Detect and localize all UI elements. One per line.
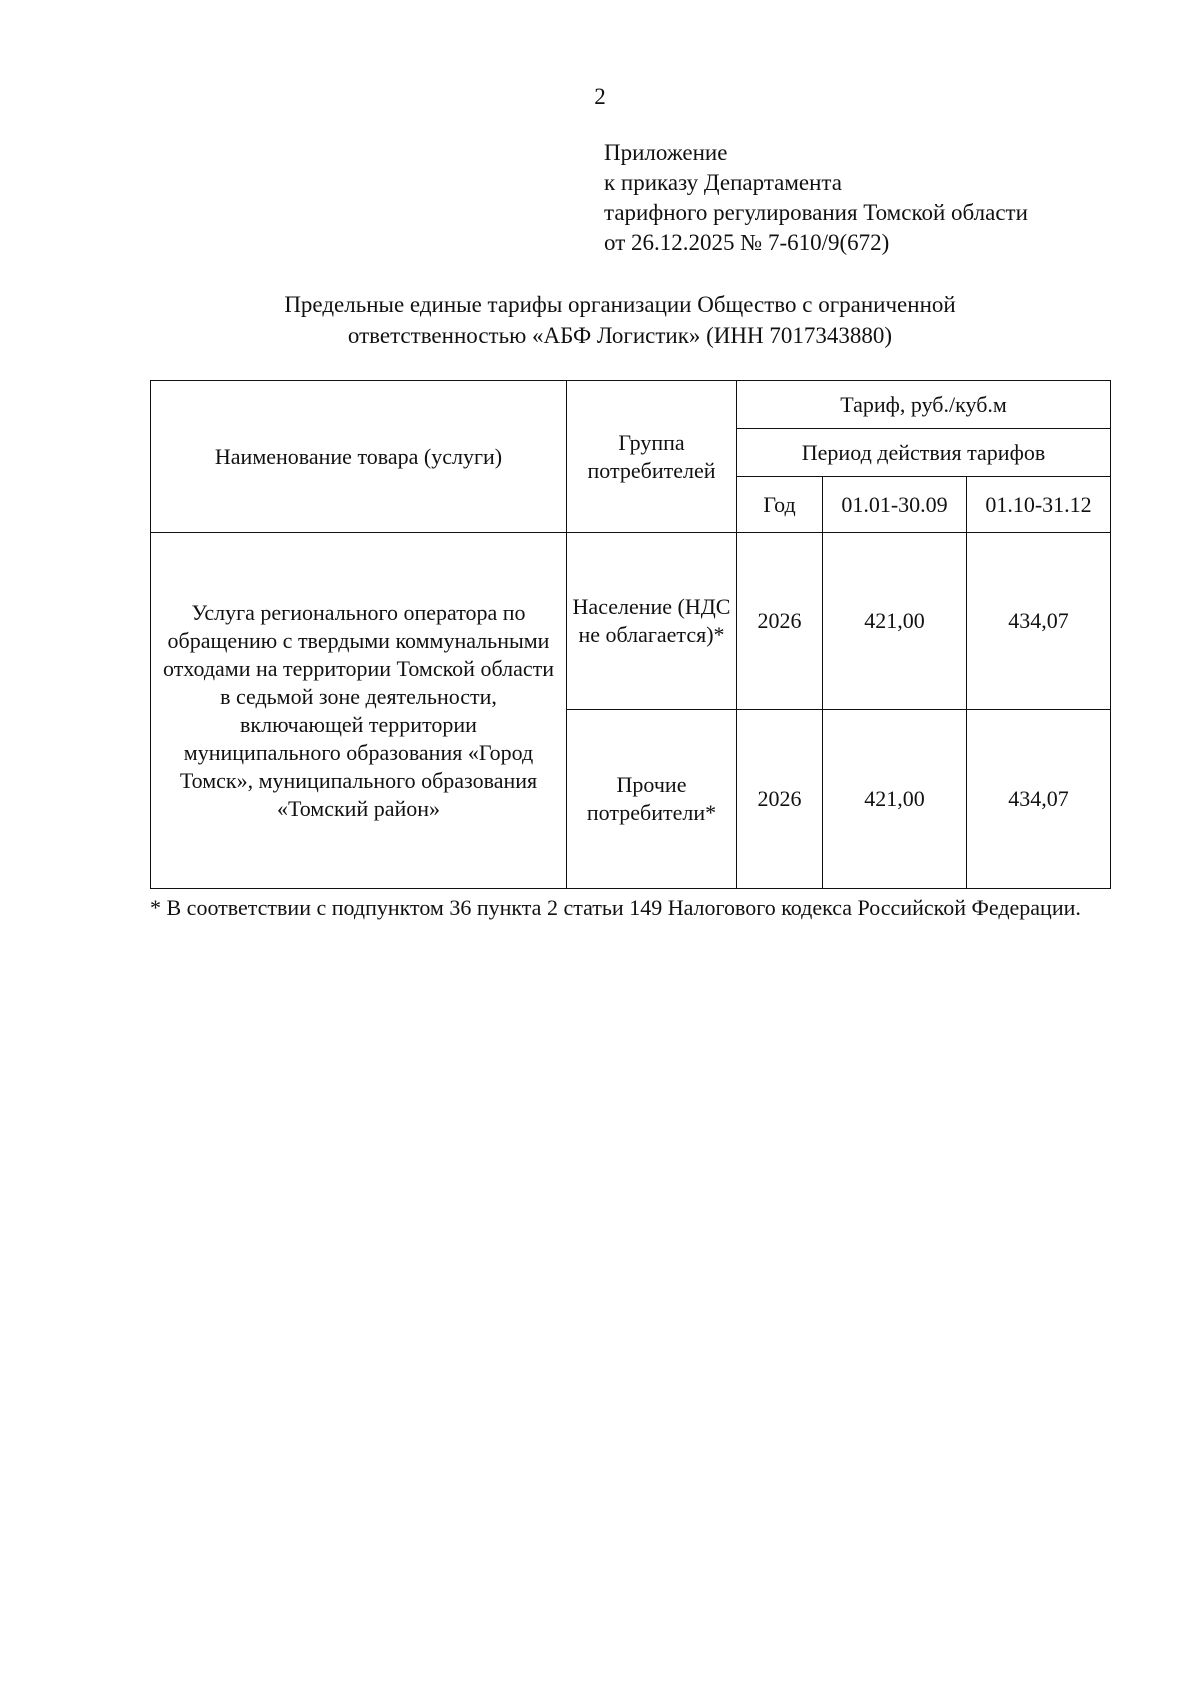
tariff-period-2-cell: 434,07 bbox=[967, 710, 1111, 889]
header-period-2: 01.10-31.12 bbox=[967, 477, 1111, 533]
tariff-period-1-cell: 421,00 bbox=[823, 533, 967, 710]
table-header-row bbox=[151, 381, 1111, 429]
year-cell: 2026 bbox=[737, 710, 823, 889]
tariff-table bbox=[150, 380, 1111, 889]
appendix-line-3: тарифного регулирования Томской области bbox=[604, 200, 1028, 225]
header-period: Период действия тарифов bbox=[737, 429, 1111, 477]
consumer-group-cell: Прочие потребители* bbox=[567, 710, 737, 889]
consumer-group-cell: Население (НДС не облагается)* bbox=[567, 533, 737, 710]
appendix-line-1: Приложение bbox=[604, 140, 728, 165]
header-year: Год bbox=[737, 477, 823, 533]
title-line-2: ответственностью «АБФ Логистик» (ИНН 7017343880) bbox=[347, 323, 893, 348]
document-title bbox=[170, 289, 1070, 351]
appendix-line-4: от 26.12.2025 № 7-610/9(672) bbox=[604, 230, 890, 255]
header-service-name: Наименование товара (услуги) bbox=[151, 381, 567, 533]
header-consumer-group: Группа потребителей bbox=[567, 381, 737, 533]
header-tariff: Тариф, руб./куб.м bbox=[737, 381, 1111, 429]
table-row bbox=[151, 533, 1111, 710]
service-description: Услуга регионального оператора по обращению с твердыми коммунальными отходами на территории Томской области в седьмой зоне деятельности, включающей территории муниципального образования «Город Томск», муниципального образования «Томский район» bbox=[151, 533, 567, 889]
tariff-period-1-cell: 421,00 bbox=[823, 710, 967, 889]
tariff-period-2-cell: 434,07 bbox=[967, 533, 1111, 710]
title-line-1: Предельные единые тарифы организации Общество с ограниченной bbox=[284, 292, 956, 317]
year-cell: 2026 bbox=[737, 533, 823, 710]
page-number: 2 bbox=[594, 84, 606, 109]
footnote: * В соответствии с подпунктом 36 пункта 2 статьи 149 Налогового кодекса Российской Федерации. bbox=[150, 895, 1081, 920]
appendix-line-2: к приказу Департамента bbox=[604, 170, 842, 195]
header-period-1: 01.01-30.09 bbox=[823, 477, 967, 533]
appendix-header bbox=[604, 138, 1124, 258]
